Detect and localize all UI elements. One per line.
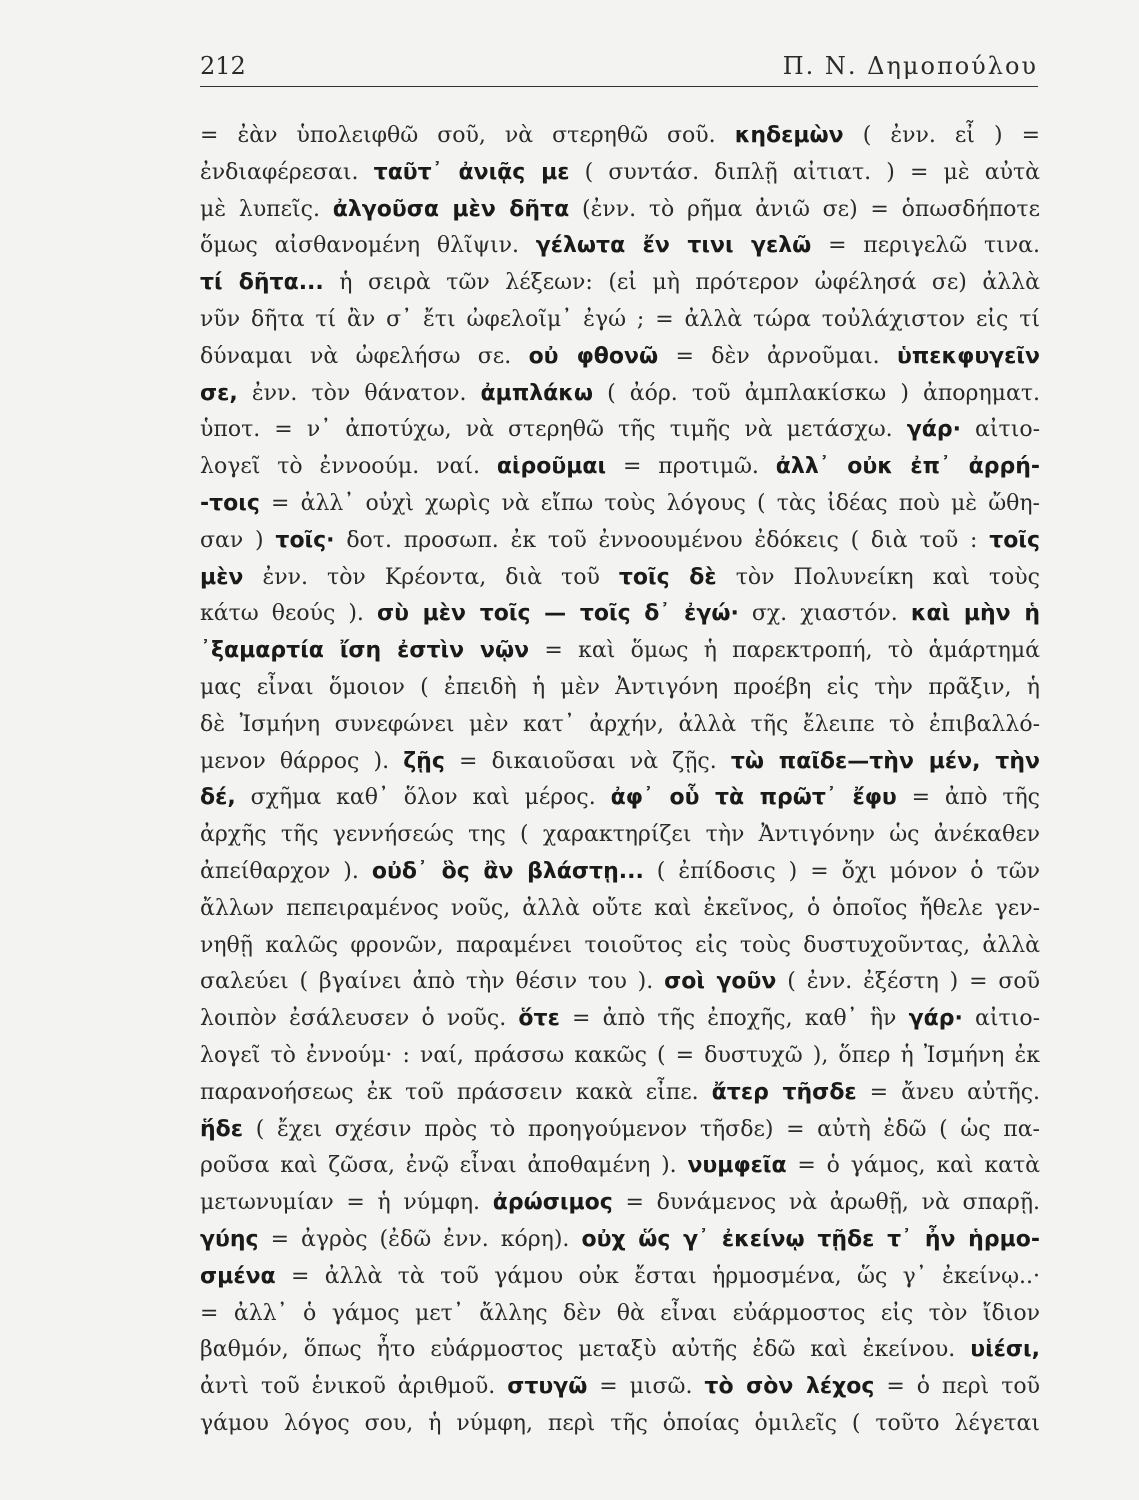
- text-line: [200, 339, 1040, 376]
- text-line: [200, 118, 1040, 155]
- text-line: [200, 1259, 1040, 1296]
- text-run: ἐνν. τὸν Κρέοντα, διὰ τοῦ: [243, 564, 619, 590]
- text-run: σχῆμα καθ᾽ ὅλον καὶ μέρος.: [235, 785, 611, 811]
- lemma-term: ἀλγοῦσα μὲν δῆτα: [332, 196, 570, 222]
- lemma-term: οὐ φθονῶ: [528, 343, 659, 369]
- text-run: ( ἐνν. εἶ ) =: [843, 123, 1040, 148]
- text-run: ( ἐπίδοσις ) = ὄχι μόνον ὁ τῶν: [643, 858, 1040, 884]
- text-run: δοτ. προσωπ. ἐκ τοῦ ἐννοουμένου ἐδόκεις ( διὰ τοῦ :: [334, 527, 990, 553]
- lemma-term: γέλωτα ἔν τινι γελῶ: [535, 233, 812, 259]
- text-run: αἰτιο-: [962, 1006, 1040, 1032]
- lemma-term: τὸ σὸν λέχος: [704, 1374, 875, 1400]
- text-run: γάμου λόγος σου, ἡ νύμφη, περὶ τῆς ὁποίας ὁμιλεῖς ( τοῦτο λέγεται: [200, 1410, 1040, 1436]
- text-line: [200, 486, 1040, 523]
- lemma-term: οὐδ᾽ ὃς ἂν βλάστῃ...: [371, 858, 644, 884]
- text-line: [200, 1038, 1040, 1075]
- lemma-term: ζῇς: [403, 748, 445, 774]
- text-line: [200, 1075, 1040, 1112]
- lemma-term: οὐχ ὥς γ᾽ ἐκείνῳ τῇδε τ᾽ ἦν ἡρμο-: [581, 1226, 1040, 1252]
- text-run: τὸν Πολυνείκη καὶ τοὺς: [716, 564, 1040, 590]
- text-run: = ἄνευ αὐτῆς.: [856, 1079, 1040, 1105]
- text-run: μας εἶναι ὅμοιον ( ἐπειδὴ ἡ μὲν Ἀντιγόνη προέβη εἰς τὴν πρᾶξιν, ἡ: [200, 674, 1040, 700]
- text-run: ὑποτ. = ν᾽ ἀποτύχω, νὰ στερηθῶ τῆς τιμῆς νὰ μετάσχω.: [200, 417, 907, 443]
- text-run: = ἀπὸ τῆς: [896, 785, 1040, 811]
- text-line: [200, 633, 1040, 670]
- lemma-term: ἥδε: [200, 1116, 244, 1142]
- text-run: ἀρχῆς τῆς γεννήσεώς της ( χαρακτηρίζει τὴν Ἀντιγόνην ὡς ἀνέκαθεν: [200, 822, 1040, 848]
- text-run: ἡ σειρὰ τῶν λέξεων: (εἰ μὴ πρότερον ὠφέλησά σε) ἀλλὰ: [323, 270, 1040, 296]
- text-run: = δυνάμενος νὰ ἀρωθῇ, νὰ σπαρῇ.: [612, 1190, 1040, 1216]
- text-line: [200, 1296, 1040, 1333]
- text-run: μενον θάρρος ).: [200, 748, 404, 774]
- text-run: δὲ Ἰσμήνη συνεφώνει μὲν κατ᾽ ἀρχήν, ἀλλὰ τῆς ἔλειπε τὸ ἐπιβαλλό-: [200, 711, 1040, 737]
- text-run: σχ. χιαστόν.: [738, 601, 911, 627]
- lemma-term: τὼ παῖδε—τὴν μέν, τὴν: [730, 748, 1040, 774]
- lemma-term: μὲν: [200, 564, 244, 590]
- text-run: κάτω θεούς ).: [200, 601, 377, 627]
- text-run: μετωνυμίαν = ἡ νύμφη.: [200, 1190, 493, 1216]
- text-run: = ἐὰν ὑπολειφθῶ σοῦ, νὰ στερηθῶ σοῦ.: [200, 123, 735, 148]
- text-run: ἀπείθαρχον ).: [200, 858, 372, 884]
- text-run: = ἀλλ᾽ οὐχὶ χωρὶς νὰ εἴπω τοὺς λόγους ( τὰς ἰδέας ποὺ μὲ ὤθη-: [259, 490, 1040, 516]
- text-line: [200, 265, 1040, 302]
- text-run: = ἀλλ᾽ ὁ γάμος μετ᾽ ἄλλης δὲν θὰ εἶναι εὐάρμοστος εἰς τὸν ἴδιον: [200, 1300, 1040, 1326]
- lemma-term: τοῖς δὲ: [618, 564, 717, 590]
- text-run: = προτιμῶ.: [606, 454, 776, 480]
- text-run: (ἐνν. τὸ ρῆμα ἀνιῶ σε) = ὁπωσδήποτε: [569, 196, 1040, 222]
- text-line: [200, 1148, 1040, 1185]
- text-line: [200, 670, 1040, 707]
- text-run: σαν ): [200, 527, 276, 553]
- text-run: σαλεύει ( βγαίνει ἀπὸ τὴν θέσιν του ).: [200, 969, 665, 995]
- lemma-term: σὺ μὲν τοῖς — τοῖς δ᾽ ἐγώ·: [376, 601, 739, 627]
- text-run: ἀντὶ τοῦ ἑνικοῦ ἀριθμοῦ.: [200, 1374, 508, 1400]
- text-line: [200, 891, 1040, 928]
- lemma-term: γύης: [200, 1226, 259, 1252]
- lemma-term: δέ,: [200, 785, 236, 811]
- lemma-term: ἀφ᾽ οὗ τὰ πρῶτ᾽ ἔφυ: [610, 785, 897, 811]
- lemma-term: γάρ·: [908, 1006, 963, 1032]
- text-run: = δικαιοῦσαι νὰ ζῇς.: [444, 748, 731, 774]
- lemma-term: τοῖς: [989, 527, 1040, 553]
- lemma-term: ᾽ξαμαρτία ἴση ἐστὶν νῷν: [200, 638, 530, 664]
- page-number: 212: [200, 52, 246, 80]
- lemma-term: -τοις: [200, 490, 260, 516]
- text-run: = ἀγρὸς (ἐδῶ ἐνν. κόρη).: [258, 1226, 582, 1252]
- text-line: [200, 854, 1040, 891]
- text-run: ἄλλων πεπειραμένος νοῦς, ἀλλὰ οὔτε καὶ ἐκεῖνος, ὁ ὁποῖος ἤθελε γεν-: [200, 895, 1040, 921]
- lemma-term: αἱροῦμαι: [496, 454, 607, 480]
- lemma-term: σοὶ γοῦν: [664, 969, 777, 995]
- lemma-term: ὅτε: [518, 1006, 560, 1032]
- text-run: = ἀπὸ τῆς ἐποχῆς, καθ᾽ ἣν: [559, 1006, 909, 1032]
- text-line: [200, 744, 1040, 781]
- text-run: νῦν δῆτα τί ἂν σ᾽ ἔτι ὠφελοῖμ᾽ ἐγώ ; = ἀλλὰ τώρα τοὐλάχιστον εἰς τί: [200, 306, 1040, 332]
- lemma-term: ταῦτ᾽ ἀνιᾷς με: [373, 159, 570, 185]
- text-run: = καὶ ὅμως ἡ παρεκτροπή, τὸ ἁμάρτημά: [529, 638, 1040, 664]
- text-line: [200, 376, 1040, 413]
- text-run: ( ἐνν. ἐξέστη ) = σοῦ: [776, 969, 1040, 995]
- text-run: = μισῶ.: [587, 1374, 705, 1400]
- text-run: ἐνν. τὸν θάνατον.: [237, 380, 481, 406]
- text-line: [200, 1406, 1040, 1443]
- text-line: [200, 964, 1040, 1001]
- text-line: [200, 449, 1040, 486]
- text-line: [200, 192, 1040, 229]
- text-run: = ὁ περὶ τοῦ: [874, 1374, 1040, 1400]
- lemma-term: γάρ·: [906, 417, 961, 443]
- text-run: ( ἀόρ. τοῦ ἀμπλακίσκω ) ἀπορηματ.: [593, 380, 1040, 406]
- text-line: [200, 228, 1040, 265]
- text-line: [200, 928, 1040, 965]
- text-run: μὲ λυπεῖς.: [200, 196, 333, 222]
- text-run: ( συντάσ. διπλῇ αἰτιατ. ) = μὲ αὐτὰ: [569, 159, 1040, 185]
- lemma-term: σμένα: [200, 1263, 276, 1289]
- lemma-term: καὶ μὴν ἡ: [910, 601, 1040, 627]
- lemma-term: νυμφεῖα: [687, 1153, 787, 1179]
- text-run: λοιπὸν ἐσάλευσεν ὁ νοῦς.: [200, 1006, 519, 1032]
- running-head: Π. Ν. Δημοπούλου: [782, 52, 1038, 80]
- text-line: [200, 596, 1040, 633]
- text-line: [200, 1222, 1040, 1259]
- page-header: [200, 50, 1038, 87]
- lemma-term: ἀλλ᾽ οὐκ ἐπ᾽ ἀρρή-: [775, 454, 1040, 480]
- text-line: [200, 523, 1040, 560]
- lemma-term: ὑπεκφυγεῖν: [896, 343, 1040, 369]
- commentary-text: [200, 118, 1040, 1443]
- text-line: [200, 1001, 1040, 1038]
- text-line: [200, 302, 1040, 339]
- text-run: λογεῖ τὸ ἐννούμ· : ναί, πράσσω κακῶς ( = δυστυχῶ ), ὅπερ ἡ Ἰσμήνη ἐκ: [200, 1042, 1040, 1068]
- text-run: νηθῇ καλῶς φρονῶν, παραμένει τοιοῦτος εἰς τοὺς δυστυχοῦντας, ἀλλὰ: [200, 932, 1040, 958]
- text-run: δύναμαι νὰ ὠφελήσω σε.: [200, 343, 529, 369]
- text-line: [200, 560, 1040, 597]
- text-line: [200, 817, 1040, 854]
- text-line: [200, 1112, 1040, 1149]
- text-run: = ἀλλὰ τὰ τοῦ γάμου οὐκ ἔσται ἡρμοσμένα, ὥς γ᾽ ἐκείνῳ..·: [275, 1263, 1040, 1289]
- text-run: αἰτιο-: [960, 417, 1040, 443]
- text-run: ἐνδιαφέρεσαι.: [200, 159, 374, 185]
- text-run: λογεῖ τὸ ἐννοούμ. ναί.: [200, 454, 497, 480]
- lemma-term: ἀμπλάκω: [480, 380, 594, 406]
- lemma-term: σε,: [200, 380, 238, 406]
- text-line: [200, 707, 1040, 744]
- text-run: ροῦσα καὶ ζῶσα, ἐνῷ εἶναι ἀποθαμένη ).: [200, 1153, 688, 1179]
- lemma-term: ἄτερ τῆσδε: [711, 1079, 857, 1105]
- lemma-term: τοῖς·: [275, 527, 335, 553]
- lemma-term: στυγῶ: [507, 1374, 588, 1400]
- lemma-term: ἀρώσιμος: [492, 1190, 613, 1216]
- text-run: ὅμως αἰσθανομένη θλῖψιν.: [200, 233, 536, 259]
- text-line: [200, 412, 1040, 449]
- text-run: = περιγελῶ τινα.: [811, 233, 1040, 259]
- lemma-term: υἱέσι,: [970, 1337, 1040, 1363]
- text-run: = ὁ γάμος, καὶ κατὰ: [786, 1153, 1040, 1179]
- text-run: = δὲν ἀρνοῦμαι.: [658, 343, 897, 369]
- lemma-term: τί δῆτα...: [200, 270, 324, 296]
- text-line: [200, 1369, 1040, 1406]
- text-line: [200, 155, 1040, 192]
- text-run: βαθμόν, ὅπως ἦτο εὐάρμοστος μεταξὺ αὐτῆς ἐδῶ καὶ ἐκείνου.: [200, 1337, 971, 1363]
- text-run: ( ἔχει σχέσιν πρὸς τὸ προηγούμενον τῆσδε) = αὐτὴ ἐδῶ ( ὡς πα-: [243, 1116, 1040, 1142]
- text-line: [200, 1185, 1040, 1222]
- lemma-term: κηδεμὼν: [734, 123, 844, 148]
- text-run: παρανοήσεως ἐκ τοῦ πράσσειν κακὰ εἶπε.: [200, 1079, 712, 1105]
- text-line: [200, 1332, 1040, 1369]
- text-line: [200, 780, 1040, 817]
